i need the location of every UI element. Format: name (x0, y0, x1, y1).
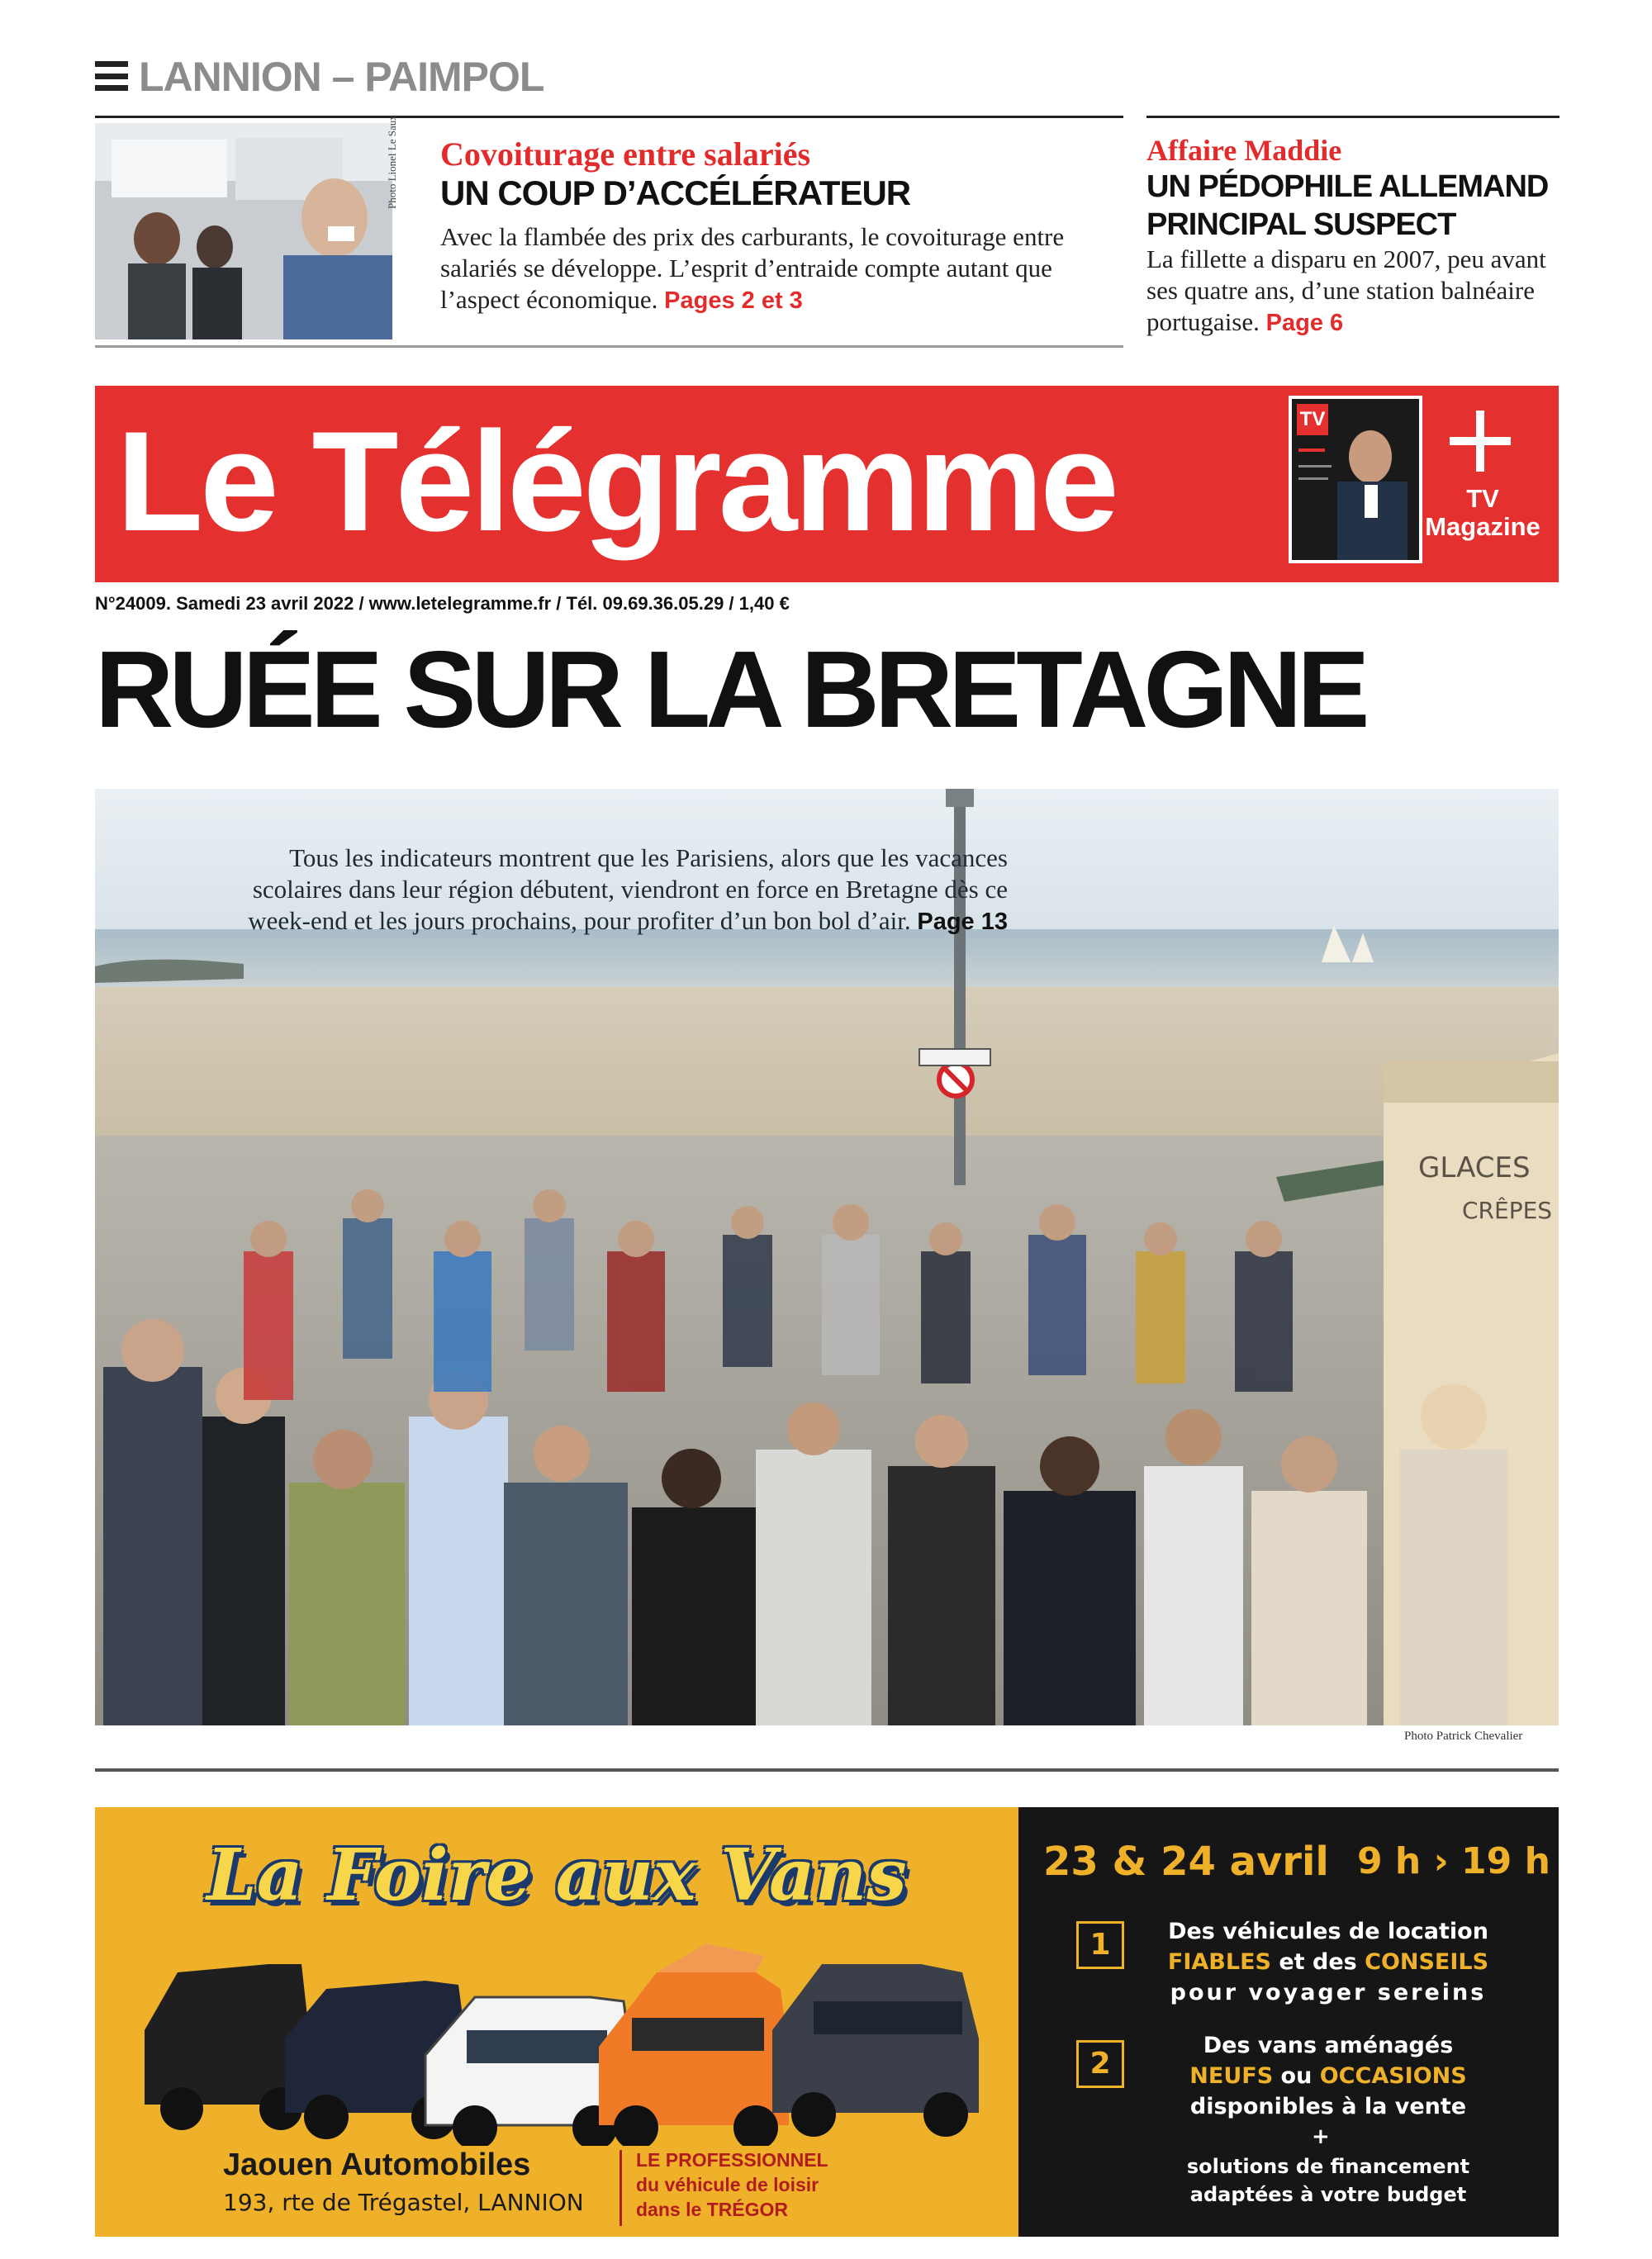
ad-hours: 9 h › 19 h (1357, 1840, 1550, 1882)
ad-plus: + (1312, 2124, 1330, 2149)
menu-icon[interactable] (95, 61, 128, 91)
advertisement[interactable] (95, 1807, 1559, 2237)
dealer-tagline-3: dans le TRÉGOR (636, 2199, 789, 2220)
teaser-page-ref[interactable]: Page 6 (1265, 310, 1344, 336)
supplement-label-tv: TV (1466, 484, 1499, 513)
photo-caption: Tous les indicateurs montrent que les Parisiens, alors que les vacances scolaires dans leur région débutent, viendront en force en Bretagne dès ce week-end et les jours prochains, pour profiter d’un bon bol d’air. (248, 843, 1008, 935)
ad-item-1-mid: et des (1279, 1949, 1357, 1975)
main-photo-credit: Photo Patrick Chevalier (1404, 1730, 1523, 1743)
ad-item-2-hl1: NEUFS (1189, 2063, 1274, 2089)
ad-footer-line1: solutions de financement (1186, 2155, 1470, 2178)
ad-item-number-1: 1 (1076, 1921, 1124, 1969)
issue-info: N°24009. Samedi 23 avril 2022 / www.letelegramme.fr / Tél. 09.69.36.05.29 / 1,40 € (95, 593, 790, 614)
newspaper-logo[interactable]: Le Télégramme (116, 402, 1116, 561)
main-photo (95, 789, 1559, 1725)
ad-dates: 23 & 24 avril (1043, 1839, 1329, 1885)
ad-item-1-hl1: FIABLES (1167, 1949, 1271, 1975)
ad-item-1-line3: pour voyager sereins (1170, 1980, 1487, 2005)
carpool-photo (95, 123, 392, 339)
caption-page-ref[interactable]: Page 13 (917, 909, 1008, 935)
teaser-body: Avec la flambée des prix des carburants, le covoiturage entre salariés se développe. L’esprit d’entraide compte autant que l’aspect économique. (440, 222, 1065, 314)
teaser-page-ref[interactable]: Pages 2 et 3 (664, 287, 803, 314)
dealer-tagline-1: LE PROFESSIONNEL (636, 2149, 828, 2171)
teaser-photo-credit: Photo Lionel Le Saux (386, 115, 398, 209)
teaser-kicker: Affaire Maddie (1146, 134, 1342, 167)
ad-footer (1126, 2152, 1531, 2209)
teaser-body: La fillette a disparu en 2007, peu avant ses quatre ans, d’une station balnéaire portugaise. (1146, 244, 1546, 336)
teaser-headline[interactable]: UN COUP D’ACCÉLÉRATEUR (440, 173, 911, 212)
tv-magazine-cover[interactable] (1289, 396, 1422, 563)
ad-separator (620, 2150, 622, 2226)
ad-item-2-mid: ou (1280, 2063, 1313, 2089)
supplement-label-magazine: Magazine (1425, 512, 1540, 541)
divider (95, 1768, 1559, 1772)
plus-icon (1450, 411, 1511, 472)
edition-name: LANNION – PAIMPOL (139, 54, 544, 100)
ad-left-panel (95, 1807, 1018, 2237)
ad-title: La Foire aux Vans (206, 1834, 907, 1917)
teaser-headline-line2[interactable]: PRINCIPAL SUSPECT (1146, 207, 1456, 242)
ad-item-number-2: 2 (1076, 2040, 1124, 2088)
ad-item-1-line1: Des véhicules de location (1168, 1919, 1488, 1944)
ad-item-1-hl2: CONSEILS (1365, 1949, 1489, 1975)
teaser-kicker: Covoiturage entre salariés (440, 135, 811, 173)
ad-item-2-line3: disponibles à la vente (1189, 2094, 1467, 2119)
teaser-carpooling[interactable] (95, 116, 1123, 348)
kiosk-sign-glaces: GLACES (1418, 1151, 1531, 1184)
ad-item-2-hl2: OCCASIONS (1319, 2063, 1467, 2089)
ad-item-2-line1: Des vans aménagés (1203, 2033, 1454, 2058)
ad-item-2 (1126, 2030, 1531, 2122)
dealer-tagline-2: du véhicule de loisir (636, 2174, 819, 2195)
teaser-headline-line1[interactable]: UN PÉDOPHILE ALLEMAND (1146, 169, 1549, 204)
kiosk-sign-crepes: CRÊPES (1462, 1197, 1553, 1224)
tv-badge: TV (1297, 404, 1328, 435)
main-headline[interactable]: RUÉE SUR LA BRETAGNE (95, 629, 1365, 750)
dealer-address: 193, rte de Trégastel, LANNION (223, 2189, 584, 2216)
ad-item-1 (1126, 1916, 1531, 2008)
vans-illustration (128, 1939, 1004, 2146)
teaser-maddie[interactable] (1146, 116, 1559, 339)
dealer-name: Jaouen Automobiles (223, 2147, 531, 2182)
ad-footer-line2: adaptées à votre budget (1189, 2183, 1467, 2206)
ad-right-panel (1018, 1807, 1559, 2237)
masthead (95, 386, 1559, 582)
